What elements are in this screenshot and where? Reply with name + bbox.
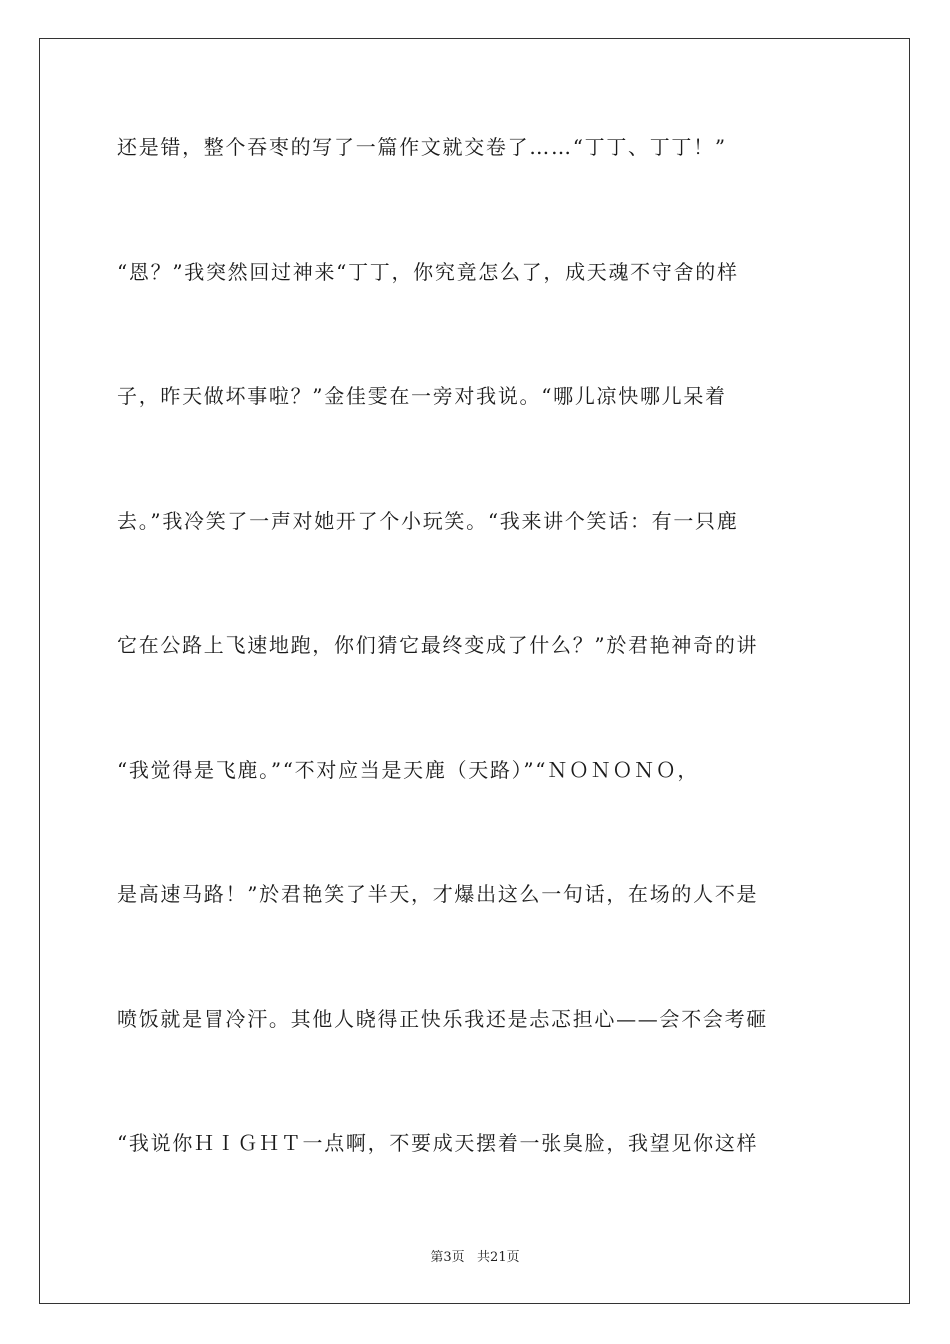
text-line-8: 喷饭就是冒冷汗。其他人晓得正快乐我还是忐忑担心——会不会考砸	[117, 1006, 768, 1031]
text-line-5: 它在公路上飞速地跑，你们猜它最终变成了什么？”於君艳神奇的讲	[117, 633, 759, 657]
page-number-footer: 第3页 共21页	[430, 1250, 520, 1265]
text-line-6: “我觉得是飞鹿。”“不对应当是天鹿（天路）”“ＮＯＮＯＮＯ，	[117, 757, 700, 782]
text-line-1: 还是错，整个吞枣的写了一篇作文就交卷了……“丁丁、丁丁！”	[117, 135, 727, 159]
text-line-4: 去。”我冷笑了一声对她开了个小玩笑。“我来讲个笑话：有一只鹿	[117, 508, 739, 533]
text-line-7: 是高速马路！”於君艳笑了半天，才爆出这么一句话，在场的人不是	[117, 882, 759, 906]
text-line-9: “我说你ＨＩＧＨＴ一点啊，不要成天摆着一张臭脸，我望见你这样	[117, 1131, 759, 1155]
text-line-3: 子，昨天做坏事啦？”金佳雯在一旁对我说。“哪儿凉快哪儿呆着	[117, 384, 727, 408]
text-line-2: “恩？”我突然回过神来“丁丁，你究竟怎么了，成天魂不守舍的样	[117, 259, 739, 284]
document-body	[117, 127, 837, 1248]
